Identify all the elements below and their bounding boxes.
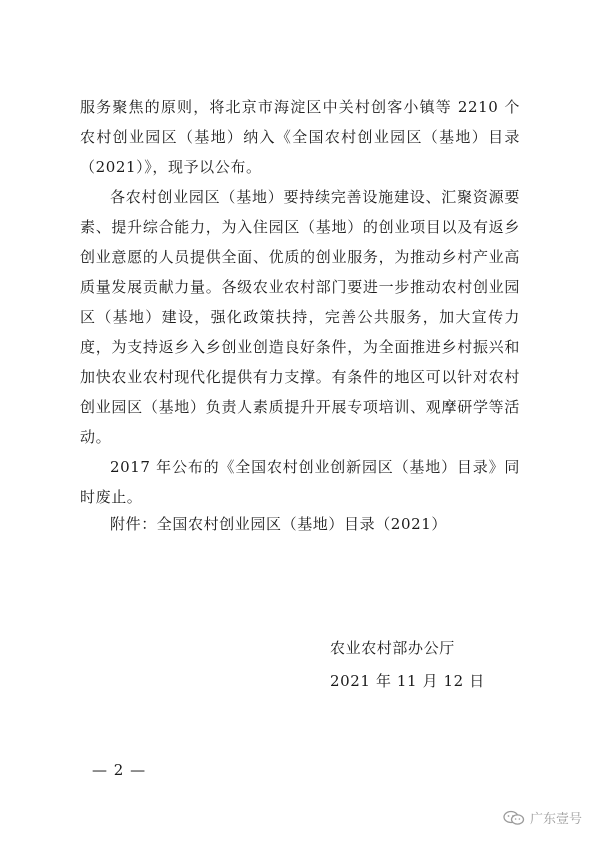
document-body	[80, 92, 520, 512]
wechat-icon	[503, 810, 525, 826]
attachment-note: 附件：全国农村创业园区（基地）目录（2021）	[110, 515, 447, 533]
paragraph-requirements: 各农村创业园区（基地）要持续完善设施建设、汇聚资源要素、提升综合能力，为入住园区（基地）的创业项目以及有返乡创业意愿的人员提供全面、优质的创业服务，为推动乡村产业高质量发展贡献力量。各级农业农村部门要进一步推动农村创业园区（基地）建设，强化政策扶持，完善公共服务，加大宣传力度，为支持返乡入乡创业创造良好条件，为全面推进乡村振兴和加快农业农村现代化提供有力支撑。有条件的地区可以针对农村创业园区（基地）负责人素质提升开展专项培训、观摩研学等活动。	[80, 188, 520, 446]
paragraph-repeal: 2017 年公布的《全国农村创业创新园区（基地）目录》同时废止。	[80, 458, 520, 506]
watermark	[503, 808, 582, 827]
paragraph-continued: 服务聚焦的原则，将北京市海淀区中关村创客小镇等 2210 个农村创业园区（基地）纳入《全国农村创业园区（基地）目录（2021）》，现予以公布。	[80, 98, 520, 176]
page-number: — 2 —	[92, 761, 147, 779]
issue-date: 2021 年 11 月 12 日	[330, 672, 485, 690]
issuer-name: 农业农村部办公厅	[330, 639, 455, 657]
watermark-text: 广东壹号	[529, 812, 582, 827]
signature-block	[330, 632, 485, 698]
